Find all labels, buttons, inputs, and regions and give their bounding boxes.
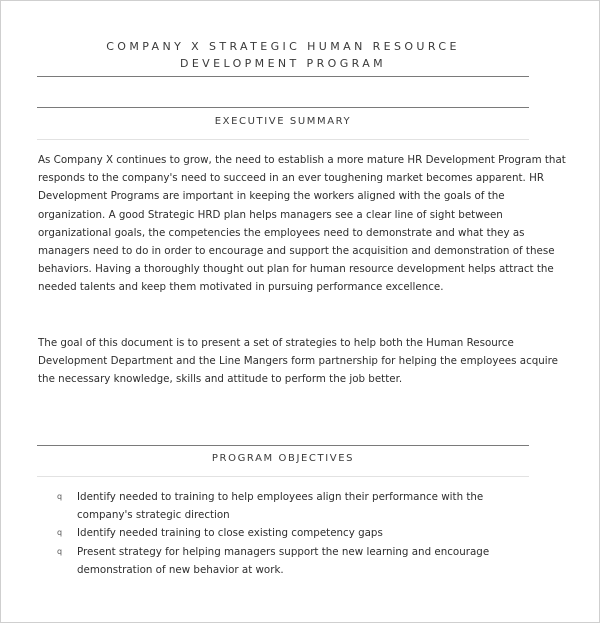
list-item [57,488,537,524]
bullet-icon: q [57,492,63,501]
program-objectives-top-divider [37,445,529,446]
program-objectives-heading: PROGRAM OBJECTIVES [211,453,355,464]
executive-summary-top-divider [37,107,529,108]
document-title-line-2: DEVELOPMENT PROGRAM [179,57,387,70]
title-divider [37,76,529,77]
executive-summary-bottom-divider [37,139,529,140]
list-item [57,524,537,542]
executive-summary-paragraph-2: The goal of this document is to present a set of strategies to help both the Human Resource Development Department and the Line Mangers form partnership for helping the employees acquire the necessary knowledge, skills and attitude to perform the job better. [38,337,558,386]
objective-text: Identify needed training to close existing competency gaps [77,527,383,540]
bullet-icon: q [57,528,63,538]
document-title-line-1: COMPANY X STRATEGIC HUMAN RESOURCE [106,40,460,53]
objectives-list [57,488,537,579]
objective-text: Identify needed to training to help employees align their performance with the company's strategic direction [77,491,484,522]
document-title [37,38,529,72]
executive-summary-heading: EXECUTIVE SUMMARY [214,116,352,127]
executive-summary-paragraph-1: As Company X continues to grow, the need to establish a more mature HR Development Program that responds to the company's need to succeed in an ever toughening market becomes apparent. HR Development Programs are important in keeping the workers aligned with the goals of the organization. A good Strategic HRD plan helps managers see a clear line of sight between organizational goals, the competencies the employees need to demonstrate and what they as managers need to do in order to encourage and support the acquisition and demonstration of these behaviors. Having a thoroughly thought out plan for human resource development helps attract the needed talents and keep them motivated in pursuing performance excellence. [38,154,566,294]
bullet-icon: q [57,546,63,556]
program-objectives-bottom-divider [37,476,529,477]
list-item [57,543,537,579]
objective-text: Present strategy for helping managers support the new learning and encourage demonstration of new behavior at work. [77,545,490,576]
